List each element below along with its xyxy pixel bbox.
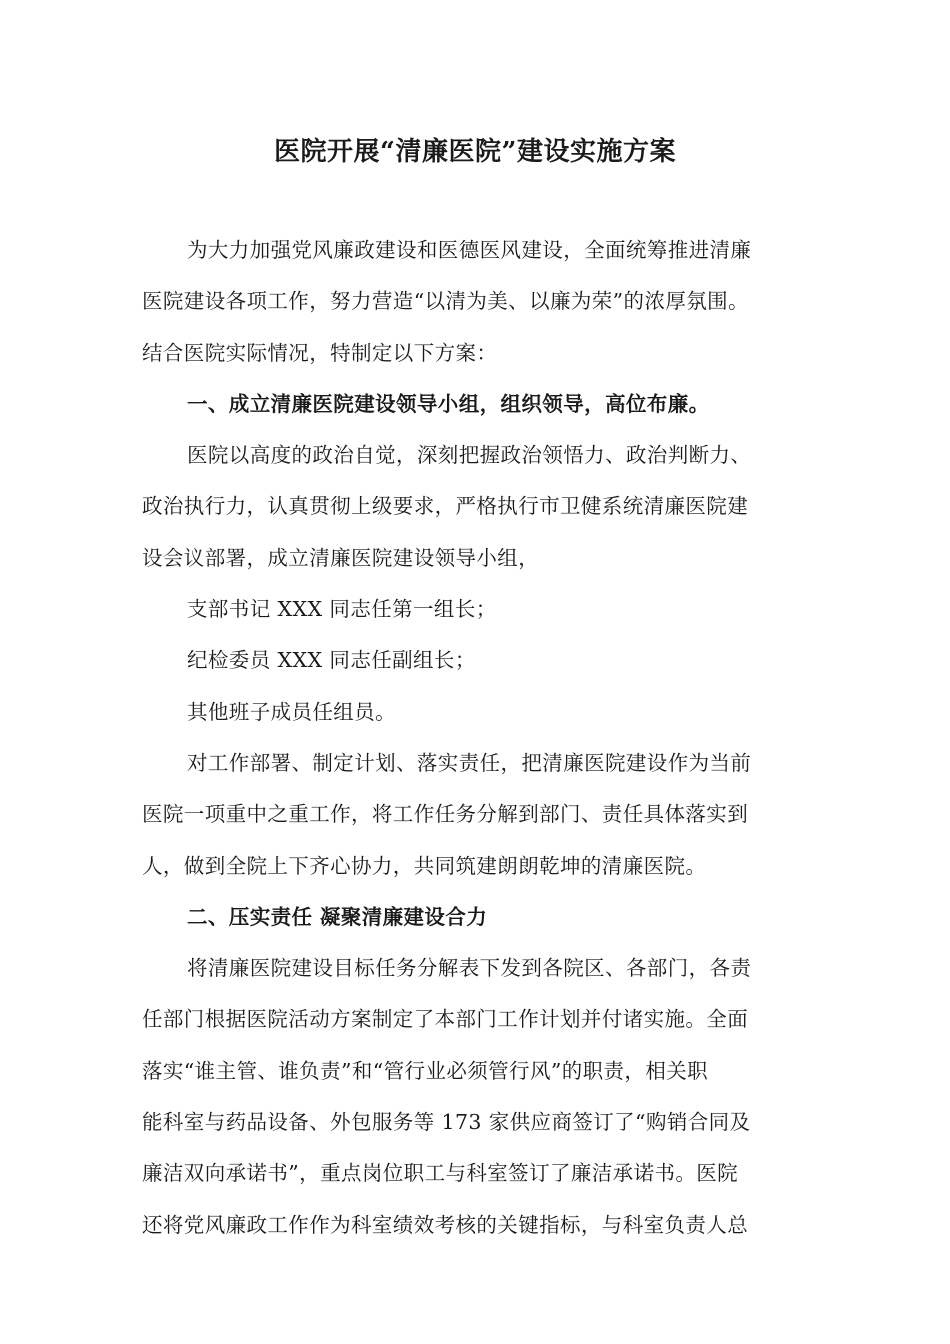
paragraph-line: 结合医院实际情况，特制定以下方案： [142, 340, 498, 365]
paragraph-line: 对工作部署、制定计划、落实责任，把清廉医院建设作为当前 [187, 750, 752, 775]
paragraph-line: 落实“谁主管、谁负责”和“管行业必须管行风”的职责，相关职 [142, 1058, 709, 1083]
paragraph-line: 医院一项重中之重工作，将工作任务分解到部门、责任具体落实到 [142, 802, 749, 827]
paragraph-line: 将清廉医院建设目标任务分解表下发到各院区、各部门，各责 [187, 956, 752, 981]
paragraph-line: 医院以高度的政治自觉，深刻把握政治领悟力、政治判断力、 [187, 443, 752, 468]
paragraph-line: 医院建设各项工作，努力营造“以清为美、以廉为荣”的浓厚氛围。 [142, 289, 749, 314]
section-heading-line: 一、成立清廉医院建设领导小组，组织领导，高位布廉。 [187, 391, 710, 416]
paragraph-line: 支部书记 XXX 同志任第一组长； [187, 597, 497, 622]
paragraph-line: 其他班子成员任组员。 [187, 699, 396, 724]
paragraph-line: 纪检委员 XXX 同志任副组长； [187, 648, 476, 673]
paragraph-line: 能科室与药品设备、外包服务等 173 家供应商签订了“购销合同及 [142, 1110, 751, 1135]
document-title: 医院开展“清廉医院”建设实施方案 [274, 137, 676, 167]
document-body [142, 225, 822, 1251]
paragraph-line: 廉洁双向承诺书”，重点岗位职工与科室签订了廉洁承诺书。医院 [142, 1161, 739, 1186]
paragraph-line: 人，做到全院上下齐心协力，共同筑建朗朗乾坤的清廉医院。 [142, 853, 707, 878]
paragraph-line: 任部门根据医院活动方案制定了本部门工作计划并付诸实施。全面 [142, 1007, 749, 1032]
paragraph-line: 还将党风廉政工作作为科室绩效考核的关键指标，与科室负责人总 [142, 1212, 749, 1237]
paragraph-line: 为大力加强党风廉政建设和医德医风建设，全面统筹推进清廉 [187, 238, 752, 262]
paragraph-line: 政治执行力，认真贯彻上级要求，严格执行市卫健系统清廉医院建 [142, 494, 749, 519]
section-heading-line: 二、压实责任 凝聚清廉建设合力 [187, 904, 488, 929]
paragraph-line: 设会议部署，成立清廉医院建设领导小组， [142, 545, 540, 570]
